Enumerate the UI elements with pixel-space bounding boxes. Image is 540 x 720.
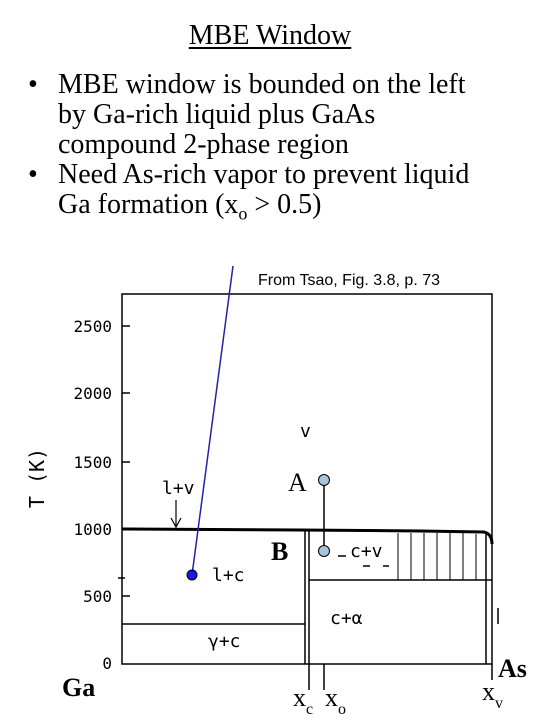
- bullet-line: compound 2-phase region: [58, 129, 349, 160]
- bullet-dot: •: [28, 69, 38, 100]
- y-tick-marks: [122, 326, 130, 596]
- pointer-dot: [187, 570, 197, 580]
- bullet-line: Need As-rich vapor to prevent liquid: [58, 159, 470, 190]
- slide-title: MBE Window: [188, 20, 352, 51]
- bullet-line: by Ga-rich liquid plus GaAs: [58, 99, 376, 130]
- hatching: [398, 533, 476, 580]
- bullet-line: Ga formation $(x_o > 0.5)$: [58, 189, 322, 224]
- endpoint-ga-label: Ga: [62, 673, 96, 702]
- xc-label: $x_c$: [293, 683, 314, 718]
- bullet-dot: •: [28, 159, 38, 190]
- point-b-marker: [319, 546, 330, 557]
- y-tick-label: 500: [83, 587, 112, 606]
- y-tick-label: 2000: [73, 384, 112, 403]
- region-label-vapor: v: [300, 421, 311, 442]
- region-label-compound-vapor: c+v: [350, 541, 383, 562]
- xv-label: $x_v$: [482, 677, 503, 712]
- y-tick-label: 2500: [73, 317, 112, 336]
- point-a-marker: [319, 475, 330, 486]
- source-credit: From Tsao, Fig. 3.8, p. 73: [258, 272, 441, 289]
- xo-label: $x_o$: [325, 683, 346, 718]
- point-a-label: A: [288, 468, 307, 497]
- bullet-line: MBE window is bounded on the left: [58, 69, 466, 100]
- region-label-gamma-compound: γ+c: [208, 631, 241, 652]
- region-label-liquid-compound: l+c: [212, 565, 245, 586]
- region-label-liquid-vapor: l+v: [162, 478, 195, 499]
- y-tick-label: 1000: [73, 520, 112, 539]
- endpoint-as-label: As: [498, 654, 527, 683]
- region-label-compound-alpha: c+α: [330, 608, 363, 629]
- y-axis-label: T (K): [25, 447, 49, 509]
- y-tick-label: 1500: [73, 453, 112, 472]
- y-tick-label: 0: [102, 654, 112, 673]
- point-b-label: B: [271, 537, 289, 566]
